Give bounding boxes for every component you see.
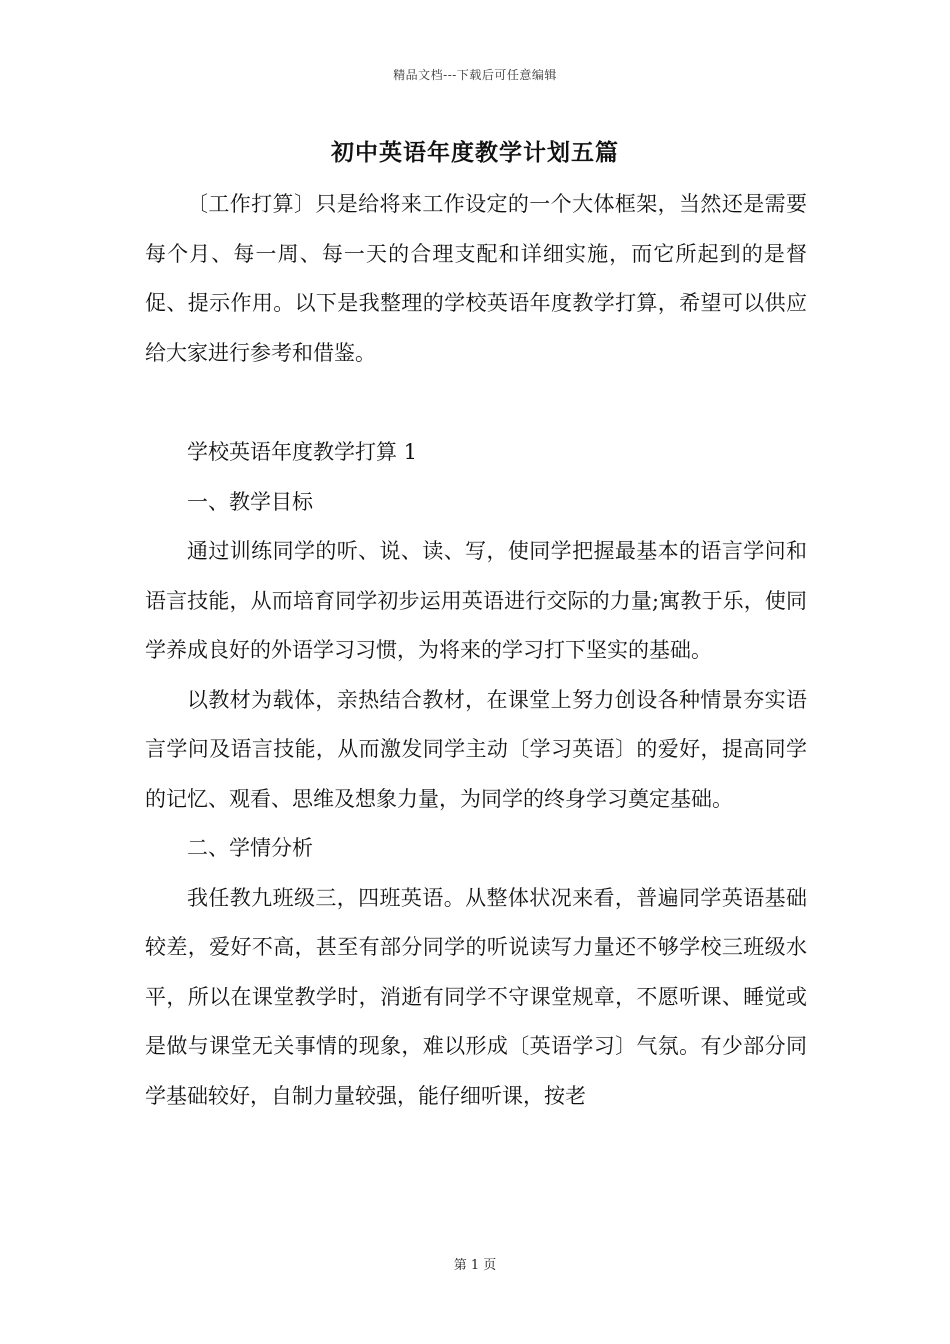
- page-number: 第 1 页: [453, 1258, 497, 1273]
- paragraph-goals-2: 以教材为载体，亲热结合教材，在课堂上努力创设各种情景夯实语言学问及语言技能，从而激发同学主动〔学习英语〕的爱好，提高同学的记忆、观看、思维及想象力量，为同学的终身学习奠定基础。: [145, 687, 807, 811]
- subheading-student-analysis: 二、学情分析: [187, 836, 313, 860]
- page-header: 精品文档---下载后可任意编辑: [393, 68, 557, 82]
- paragraph-analysis-1: 我任教九班级三，四班英语。从整体状况来看，普遍同学英语基础较差，爱好不高，甚至有部分同学的听说读写力量还不够学校三班级水平，所以在课堂教学时，消逝有同学不守课堂规章，不愿听课、睡觉或是做与课堂无关事情的现象，难以形成〔英语学习〕气氛。有少部分同学基础较好，自制力量较强，能仔细听课，按老: [145, 885, 807, 1108]
- intro-paragraph: 〔工作打算〕只是给将来工作设定的一个大体框架，当然还是需要每个月、每一周、每一天的合理支配和详细实施，而它所起到的是督促、提示作用。以下是我整理的学校英语年度教学打算，希望可以供应给大家进行参考和借鉴。: [145, 192, 807, 365]
- subheading-teaching-goals: 一、教学目标: [187, 489, 313, 514]
- paragraph-goals-1: 通过训练同学的听、说、读、写，使同学把握最基本的语言学问和语言技能，从而培育同学初步运用英语进行交际的力量;寓教于乐，使同学养成良好的外语学习习惯，为将来的学习打下坚实的基础。: [145, 539, 807, 662]
- document-body: [145, 180, 807, 1121]
- document-title: 初中英语年度教学计划五篇: [331, 139, 619, 166]
- section-heading-plan-1: 学校英语年度教学打算 1: [187, 440, 418, 464]
